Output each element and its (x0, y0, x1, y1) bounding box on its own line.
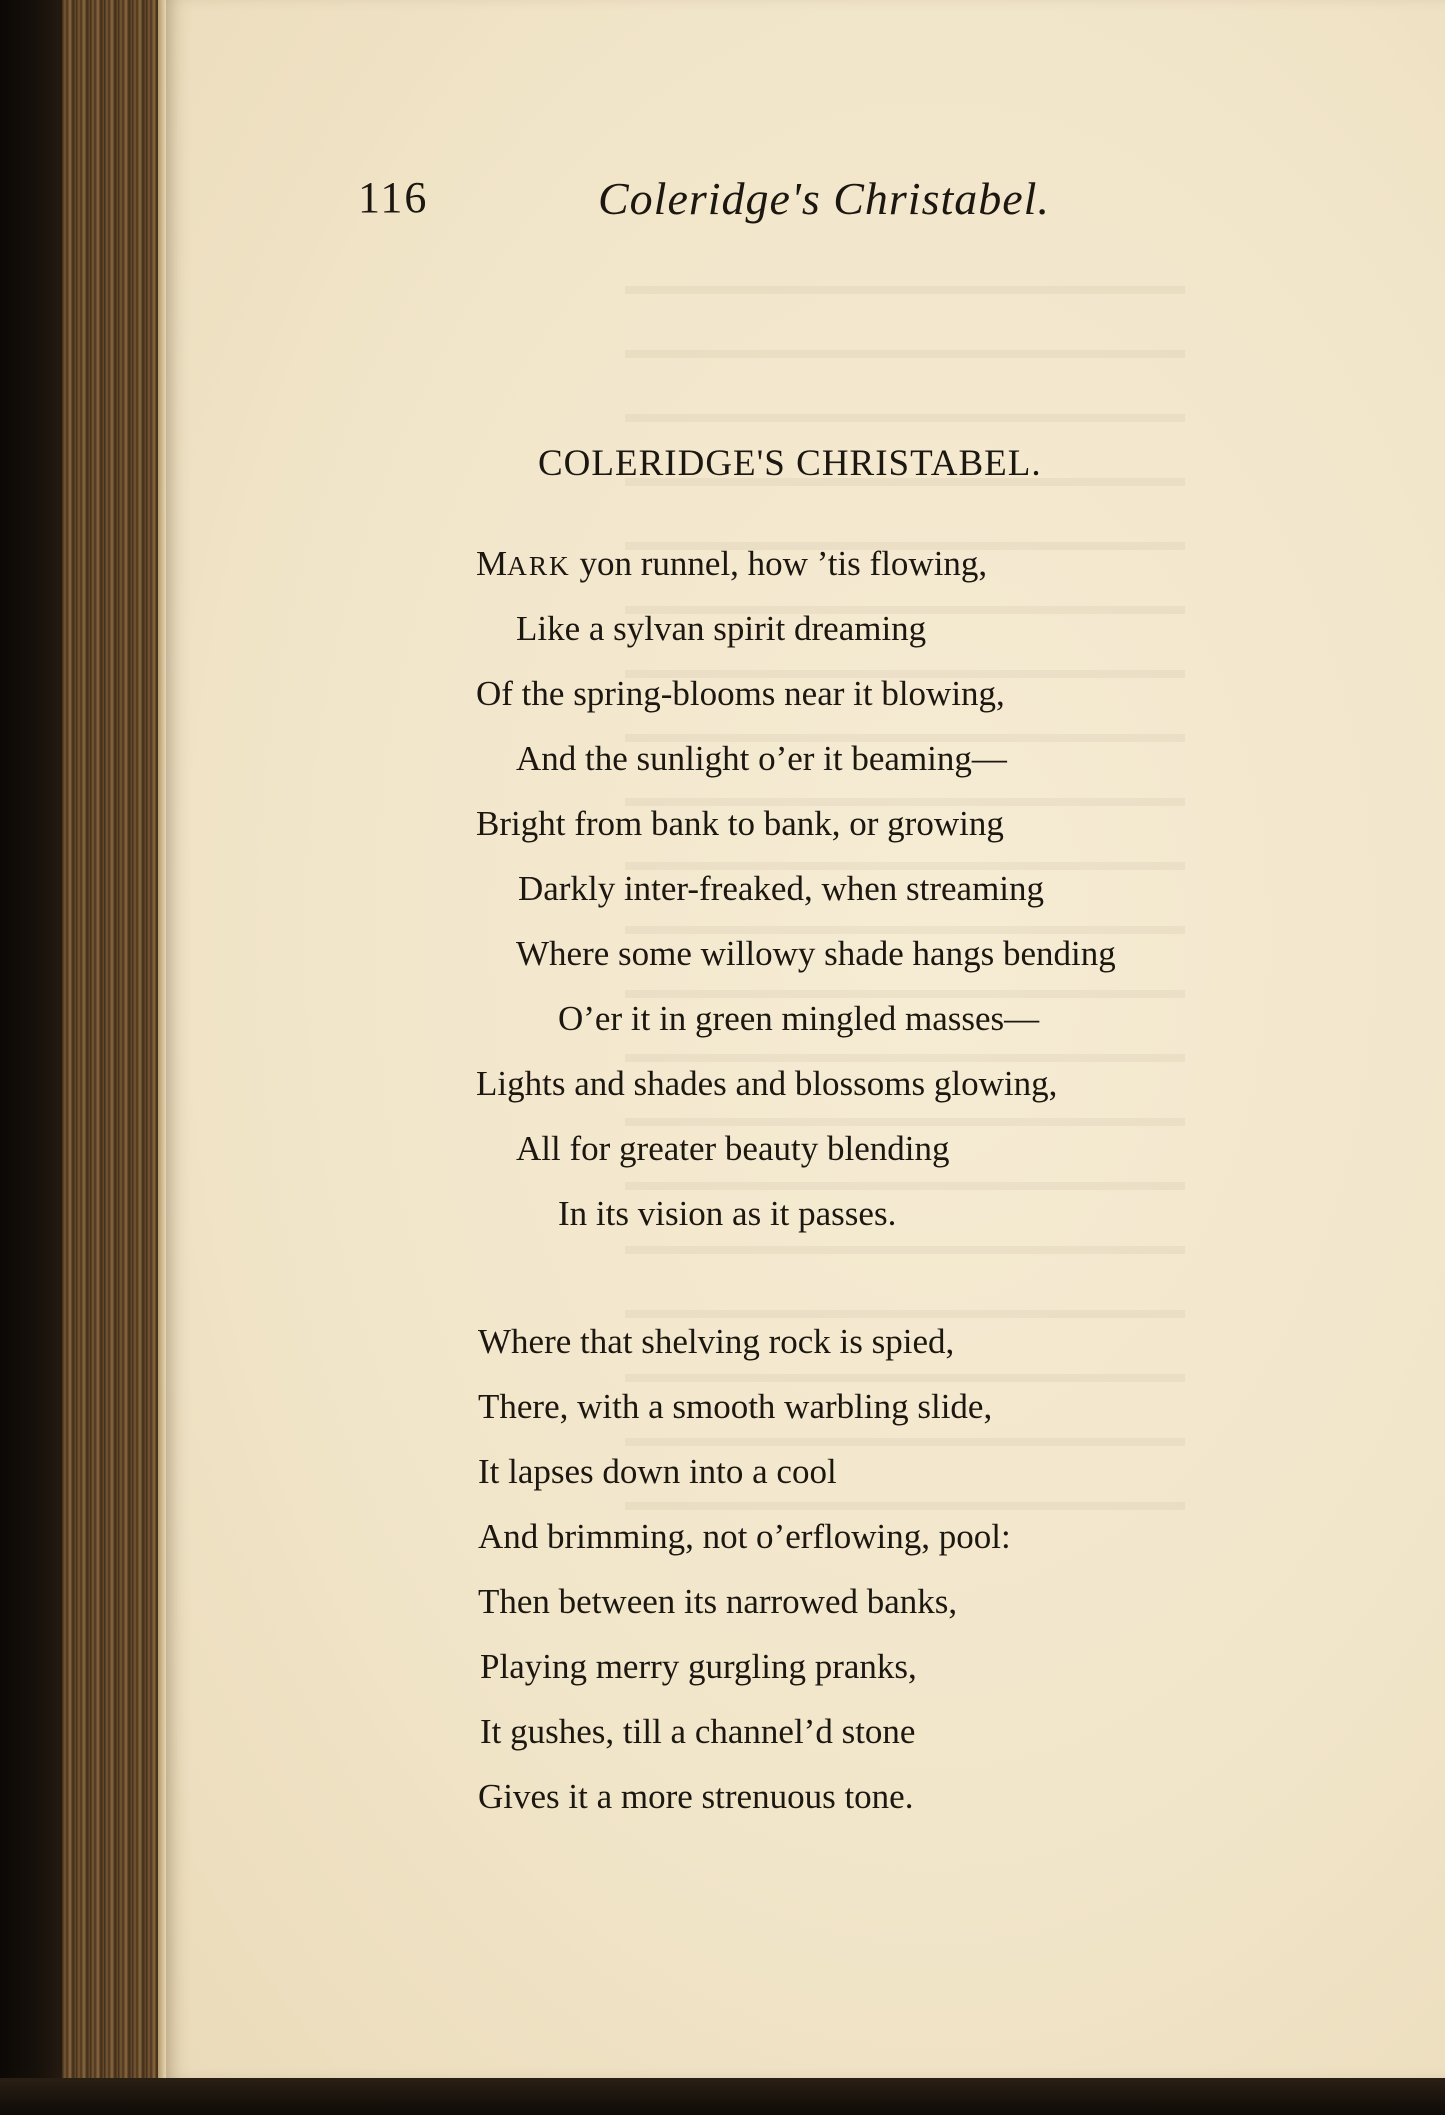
poem-line: It gushes, till a channel’d stone (480, 1712, 916, 1751)
drop-cap: M (476, 544, 508, 583)
poem-line: And brimming, not o’erflowing, pool: (478, 1517, 1011, 1556)
poem-line: Playing merry gurgling pranks, (480, 1647, 917, 1686)
poem-line (476, 544, 987, 584)
poem-line: Like a sylvan spirit dreaming (516, 609, 927, 648)
poem-line: All for greater beauty blending (516, 1129, 950, 1168)
poem-line: In its vision as it passes. (558, 1194, 897, 1233)
poem-line: Lights and shades and blossoms glowing, (476, 1064, 1058, 1103)
page-number: 116 (358, 173, 429, 222)
poem-line: Where that shelving rock is spied, (478, 1322, 955, 1361)
poem-title: COLERIDGE'S CHRISTABEL. (538, 443, 1042, 484)
book-spine (0, 0, 62, 2115)
page-edges (62, 0, 166, 2080)
poem-line: There, with a smooth warbling slide, (478, 1387, 993, 1426)
page-bottom-edge (0, 2078, 1445, 2115)
poem-line: Bright from bank to bank, or growing (476, 804, 1004, 843)
poem-line: Darkly inter-freaked, when streaming (518, 869, 1045, 908)
line-text: yon runnel, how ’tis flowing, (570, 544, 988, 583)
poem-line: Of the spring-blooms near it blowing, (476, 674, 1005, 713)
poem-line: It lapses down into a cool (478, 1452, 837, 1491)
poem-line: O’er it in green mingled masses— (558, 999, 1040, 1038)
poem-line: Where some willowy shade hangs bending (516, 934, 1116, 973)
book-page (166, 0, 1445, 2078)
poem-line: Then between its narrowed banks, (478, 1582, 958, 1621)
poem-line: Gives it a more strenuous tone. (478, 1777, 914, 1816)
running-head: Coleridge's Christabel. (598, 173, 1050, 224)
poem-line: And the sunlight o’er it beaming— (516, 739, 1007, 778)
small-caps: ARK (507, 551, 571, 581)
